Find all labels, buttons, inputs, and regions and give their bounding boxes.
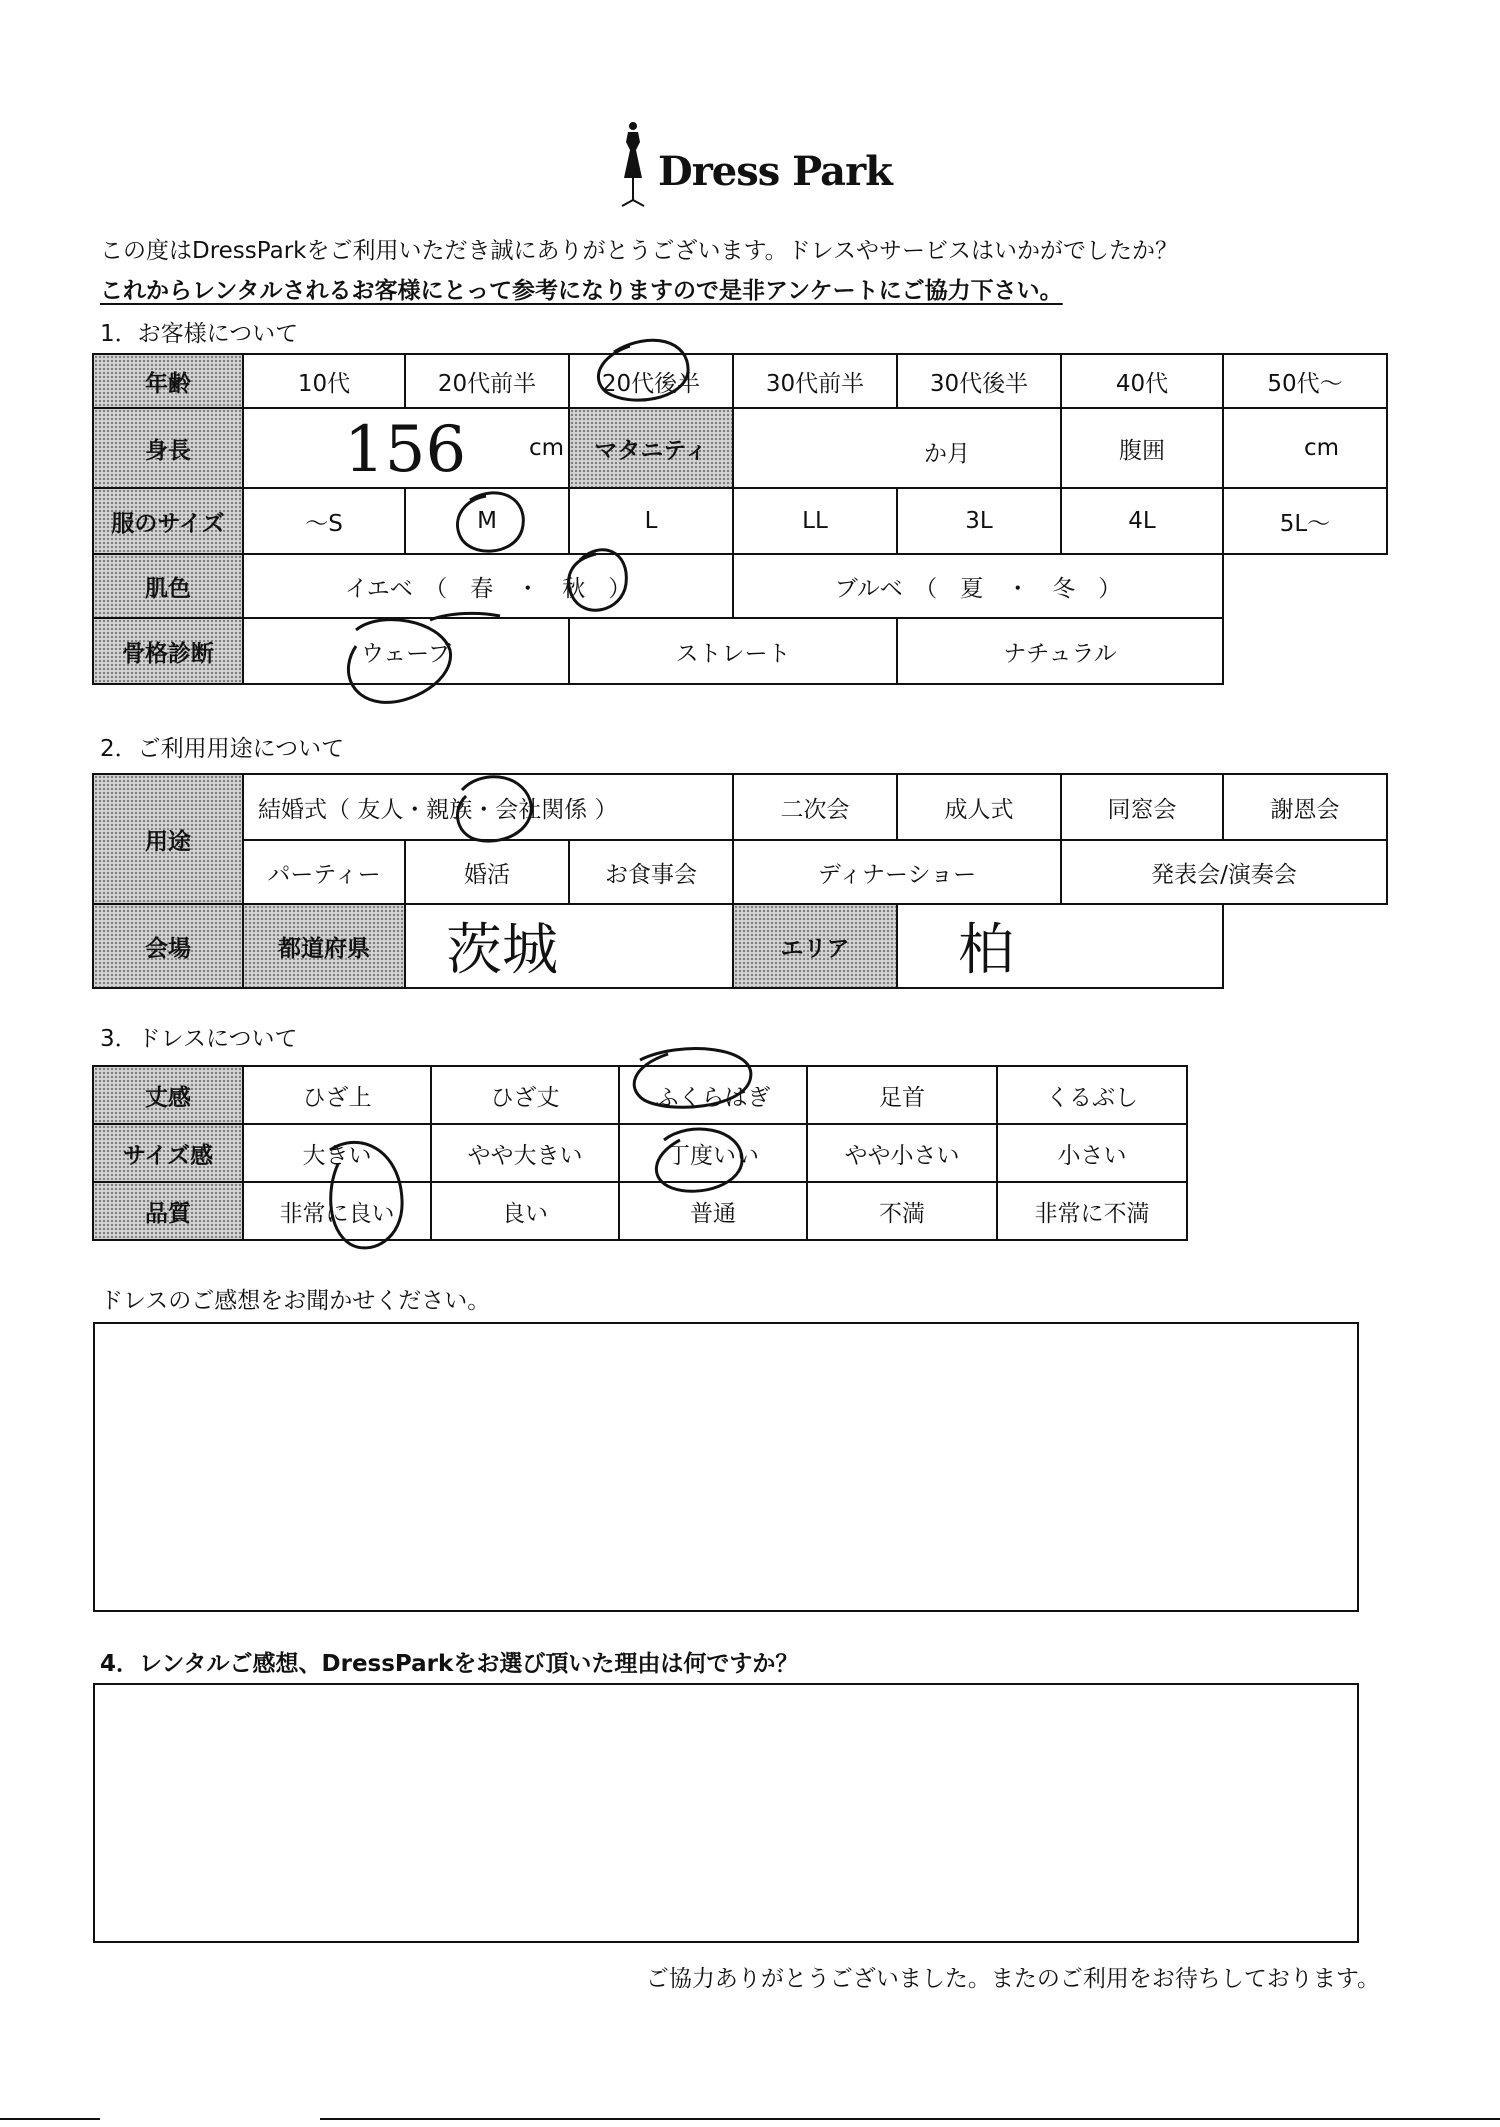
age-option[interactable]: 30代後半 <box>897 354 1061 408</box>
age-option[interactable]: 50代～ <box>1223 354 1387 408</box>
length-option-selected[interactable]: ふくらはぎ <box>619 1066 807 1124</box>
purpose-option[interactable]: 謝恩会 <box>1223 774 1387 840</box>
fit-label: サイズ感 <box>93 1124 243 1182</box>
age-option-selected[interactable]: 20代後半 <box>569 354 733 408</box>
venue-label: 会場 <box>93 904 243 988</box>
scan-edge-line <box>320 2118 1500 2120</box>
quality-label: 品質 <box>93 1182 243 1240</box>
prefecture-value: 茨城 <box>446 918 558 983</box>
length-label: 丈感 <box>93 1066 243 1124</box>
venue-row <box>93 904 1387 988</box>
intro-request-text: これからレンタルされるお客様にとって参考になりますので是非アンケートにご協力下さい。 <box>100 278 1063 304</box>
age-option[interactable]: 20代前半 <box>405 354 569 408</box>
skin-blue-option[interactable]: ブルベ （ 夏 ・ 冬 ） <box>733 554 1223 618</box>
frame-option[interactable]: ストレート <box>569 618 897 684</box>
quality-option[interactable]: 良い <box>431 1182 619 1240</box>
fit-option[interactable]: 大きい <box>243 1124 431 1182</box>
skin-yellow-option[interactable]: イエベ （ 春 ・ 秋 ） <box>243 554 733 618</box>
area-field[interactable] <box>897 904 1223 988</box>
quality-row <box>93 1182 1187 1240</box>
height-value: 156 <box>344 413 467 487</box>
customer-info-table <box>92 353 1388 685</box>
skin-row <box>93 554 1387 618</box>
fit-row <box>93 1124 1187 1182</box>
size-option-selected[interactable]: M <box>405 488 569 554</box>
section3-title: 3．ドレスについて <box>100 1026 298 1052</box>
waist-label: 腹囲 <box>1061 408 1223 488</box>
skin-label: 肌色 <box>93 554 243 618</box>
purpose-option[interactable]: お食事会 <box>569 840 733 904</box>
size-option[interactable]: LL <box>733 488 897 554</box>
brand-logo-text: Dress Park <box>658 148 892 195</box>
frame-label: 骨格診断 <box>93 618 243 684</box>
size-option[interactable]: 4L <box>1061 488 1223 554</box>
waist-field[interactable] <box>1223 408 1387 488</box>
size-option[interactable]: L <box>569 488 733 554</box>
section1-title: 1．お客様について <box>100 321 299 347</box>
height-unit: cm <box>528 435 564 461</box>
dress-comment-box[interactable] <box>93 1322 1359 1612</box>
prefecture-field[interactable] <box>405 904 733 988</box>
footer-thanks: ご協力ありがとうございました。またのご利用をお待ちしております。 <box>645 1966 1380 1992</box>
purpose-option[interactable]: 二次会 <box>733 774 897 840</box>
section4-title: 4．レンタルご感想、DressParkをお選び頂いた理由は何ですか？ <box>100 1651 799 1677</box>
dress-table <box>92 1065 1188 1241</box>
maternity-field[interactable] <box>733 408 1061 488</box>
purpose-option[interactable]: 発表会/演奏会 <box>1061 840 1387 904</box>
area-value: 柏 <box>958 918 1015 983</box>
fit-option[interactable]: 小さい <box>997 1124 1187 1182</box>
size-option[interactable]: 3L <box>897 488 1061 554</box>
length-option[interactable]: ひざ丈 <box>431 1066 619 1124</box>
purpose-row2 <box>93 840 1387 904</box>
section2-title: 2．ご利用用途について <box>100 736 345 762</box>
waist-unit: cm <box>1304 435 1340 461</box>
height-field[interactable] <box>243 408 569 488</box>
length-option[interactable]: くるぶし <box>997 1066 1187 1124</box>
fit-option[interactable]: やや大きい <box>431 1124 619 1182</box>
maternity-unit: か月 <box>924 441 970 467</box>
dress-form-logo-icon <box>616 120 650 212</box>
purpose-label: 用途 <box>93 774 243 904</box>
quality-option[interactable]: 不満 <box>807 1182 997 1240</box>
frame-option-selected[interactable]: ウェーブ <box>243 618 569 684</box>
purpose-row1 <box>93 774 1387 840</box>
age-row <box>93 354 1387 408</box>
usage-table <box>92 773 1388 989</box>
area-label: エリア <box>733 904 897 988</box>
purpose-option[interactable]: ディナーショー <box>733 840 1061 904</box>
purpose-option[interactable]: 成人式 <box>897 774 1061 840</box>
length-option[interactable]: ひざ上 <box>243 1066 431 1124</box>
size-option[interactable]: ～S <box>243 488 405 554</box>
maternity-label: マタニティ <box>569 408 733 488</box>
age-option[interactable]: 40代 <box>1061 354 1223 408</box>
purpose-option[interactable]: 同窓会 <box>1061 774 1223 840</box>
purpose-option[interactable]: 婚活 <box>405 840 569 904</box>
intro-text: この度はDressParkをご利用いただき誠にありがとうございます。ドレスやサービスはいかがでしたか？ <box>100 238 1178 264</box>
length-option[interactable]: 足首 <box>807 1066 997 1124</box>
frame-option[interactable]: ナチュラル <box>897 618 1223 684</box>
quality-option[interactable]: 非常に不満 <box>997 1182 1187 1240</box>
size-option[interactable]: 5L～ <box>1223 488 1387 554</box>
fit-option-selected[interactable]: 丁度いい <box>619 1124 807 1182</box>
age-label: 年齢 <box>93 354 243 408</box>
body-row <box>93 408 1387 488</box>
scan-edge-line <box>0 2118 100 2120</box>
length-row <box>93 1066 1187 1124</box>
fit-option[interactable]: やや小さい <box>807 1124 997 1182</box>
age-option[interactable]: 30代前半 <box>733 354 897 408</box>
height-label: 身長 <box>93 408 243 488</box>
dress-comment-prompt: ドレスのご感想をお聞かせください。 <box>100 1288 491 1314</box>
size-label: 服のサイズ <box>93 488 243 554</box>
rental-comment-box[interactable] <box>93 1683 1359 1943</box>
purpose-option[interactable]: パーティー <box>243 840 405 904</box>
prefecture-label: 都道府県 <box>243 904 405 988</box>
purpose-wedding-option[interactable]: 結婚式（ 友人・親族・会社関係 ） <box>243 774 733 840</box>
size-row <box>93 488 1387 554</box>
quality-option[interactable]: 普通 <box>619 1182 807 1240</box>
quality-option-selected[interactable]: 非常に良い <box>243 1182 431 1240</box>
age-option[interactable]: 10代 <box>243 354 405 408</box>
frame-row <box>93 618 1387 684</box>
